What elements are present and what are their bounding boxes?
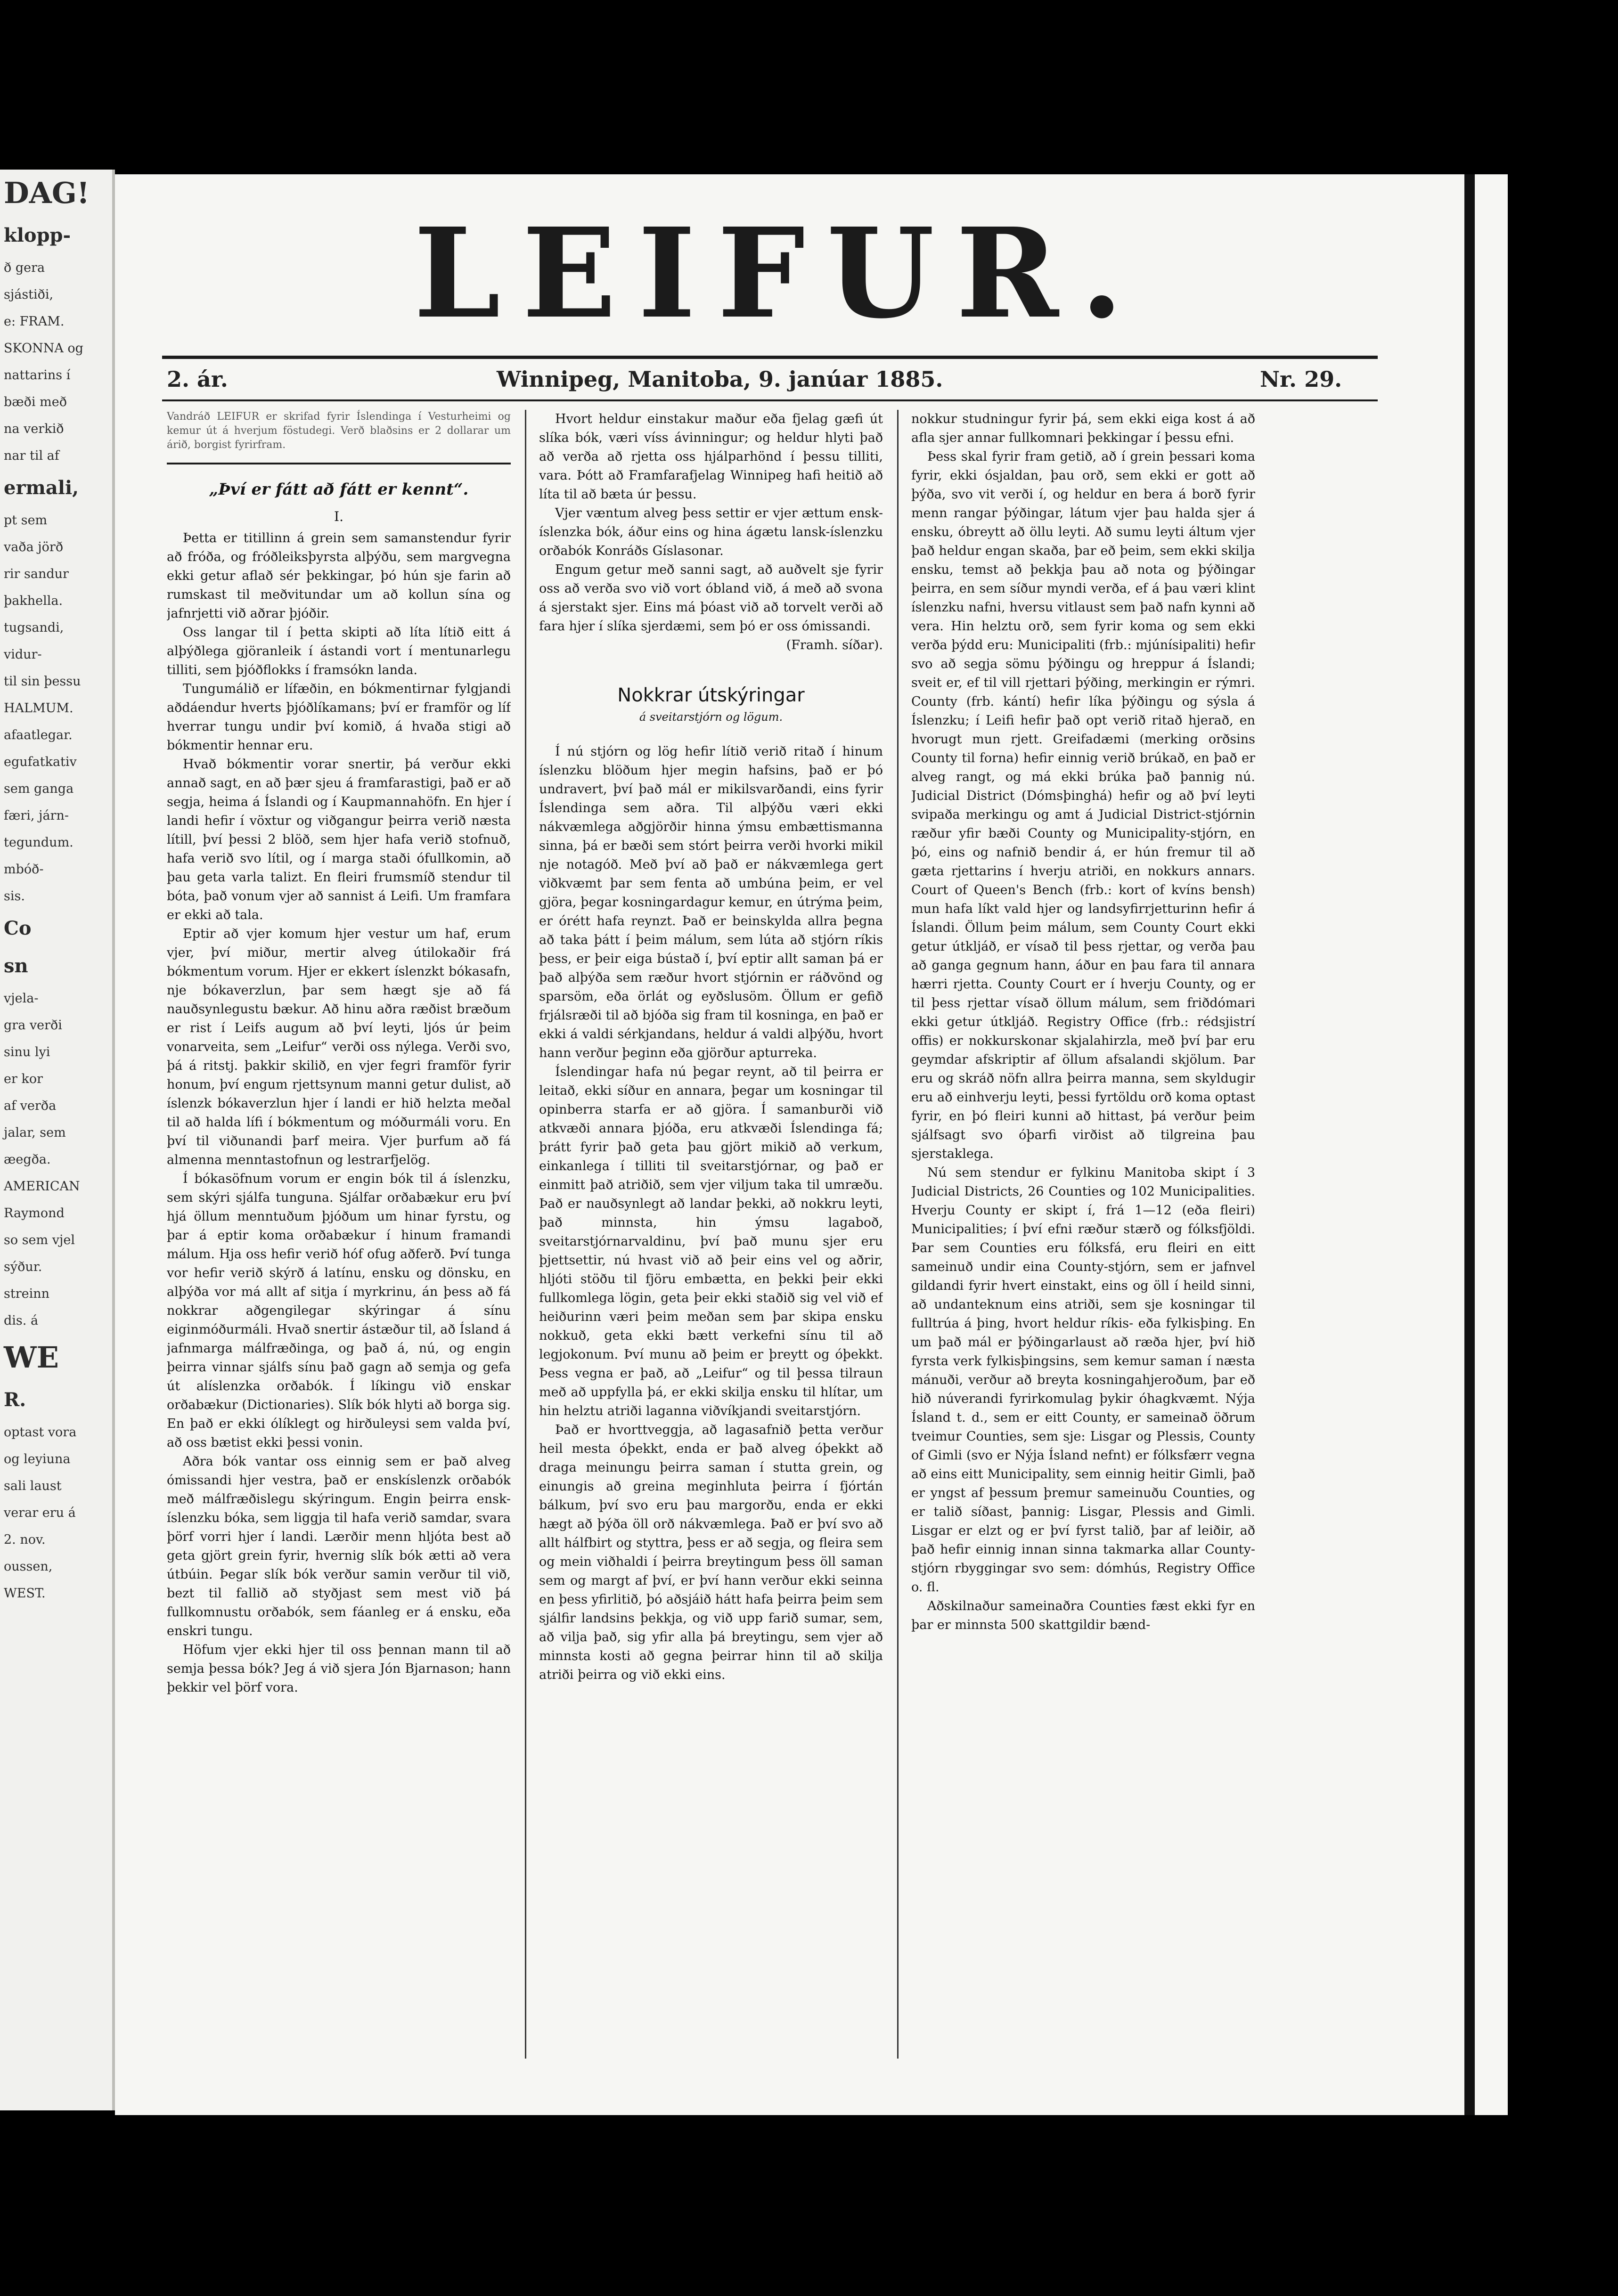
fragment-line: sem ganga (4, 782, 74, 796)
notice-rule (167, 463, 511, 464)
fragment-line: mbóð- (4, 862, 44, 877)
section-number: I. (334, 509, 343, 524)
fragment-line: til sin þessu (4, 674, 81, 689)
col2-paragraph: Vjer væntum alveg þess settir er vjer ættum ensk-íslenzka bók, áður eins og hina ágætu lansk-íslenzku orðabók Konráðs Gíslasonar. (539, 506, 883, 558)
fragment-line: optast vora (4, 1425, 77, 1440)
fragment-line: streinn (4, 1286, 50, 1301)
issue-number: Nr. 29. (1260, 366, 1342, 392)
fragment-line: og leyiuna (4, 1452, 71, 1466)
fragment-line: DAG! (4, 176, 90, 210)
page-edge (1464, 174, 1508, 2115)
col3-paragraph: Aðskilnaður sameinaðra Counties fæst ekki fyr en þar er minnsta 500 skattgildir bænd- (911, 1599, 1255, 1632)
fragment-line: vidur- (4, 647, 42, 662)
fragment-line: dis. á (4, 1313, 39, 1328)
masthead-title: LEIFUR. (414, 201, 1145, 346)
fragment-line: verar eru á (4, 1506, 76, 1520)
fragment-line: 2. nov. (4, 1532, 46, 1547)
col1-paragraph: Tungumálið er lífæðin, en bókmentirnar fylgjandi aðdáendur hverts þjóðlíkamans; því er framför og líf hverrar tungu undir því komið, á hvaða stigi að bókmentir hennar eru. (167, 682, 511, 753)
fragment-line: nattarins í (4, 368, 71, 383)
col3-paragraph: nokkur studningur fyrir þá, sem ekki eiga kost á að afla sjer annar fullkomnari þekkingar í þessu efni. (911, 412, 1255, 445)
column-2 (539, 410, 883, 2106)
fragment-line: ð gera (4, 261, 45, 275)
col2-paragraph: Íslendingar hafa nú þegar reynt, að til þeirra er leitað, ekki síður en annara, þegar um kosningar til opinberra starfa er að gjöra. Í samanburði við atkvæði annara þjóða, eru atkvæði Íslendinga fá; þrátt fyrir það geta þau gjört mikið að verkum, einkanlega í tilliti til sveitarstjórnar, og það er einmitt það atriðið, sem vjer viljum taka til umræðu. Það er nauðsynlegt að landar þekki, að nokkru leyti, það minnsta, hin ýmsu lagaboð, sveitarstjórnarvaldinu, því það munu sjer eru þjettsettir, nú hvast við að þeir eins vel og aðrir, hljóti stöðu til fjöru embætta, en þekki þeir ekki fullkomlega lögin, geta þeir ekki staðið sig vel við ef heiðurinn væri þeim meðan sem þar skipa ensku nokkuð, geta ekki bætt verkefni sínu til að legjokonum. Því munu að þeim er þreytt og óþekkt. Þess vegna er það, að „Leifur“ og til þessa tilraun með að uppfylla þá, er ekki skilja ensku til hlítar, um hin helztu atriði laganna viðvíkjandi sveitarstjórn. (539, 1065, 883, 1418)
fragment-line: HALMUM. (4, 701, 74, 716)
fragment-line: na verkið (4, 422, 64, 436)
fragment-line: klopp- (4, 224, 71, 246)
col2-paragraph: Það er hvorttveggja, að lagasafnið þetta verður heil mesta óþekkt, enda er það alveg óþekkt að draga meinungu þeirra saman í stutta grein, og einungis að greina meginhluta þeirra í fjórtán bálkum, því svo eru þau margorðu, enda er ekki hægt að þýða öll orð nákvæmlega. Það er því svo að allt hálfbirt og styttra, þess er að segja, og fleira sem og mein viðhaldi í þeirra breytingum þess öll saman sem og margt af því, er því hann verður ekki seinna en þess yfirlitið, þó aðsjáið hátt hafa þeirra þeim sem sjálfir landsins þekkja, og við upp farið sumar, sem, að vilja það, sig yfir alla þá breytingu, sem vjer að minnsta kosti að gegna þeirrar hinn til að skilja atriði þeirra og við ekki eins. (539, 1423, 883, 1682)
column-divider (525, 410, 526, 2059)
fragment-line: vaða jörð (4, 540, 64, 554)
col1-paragraph: Í bókasöfnum vorum er engin bók til á íslenzku, sem skýri sjálfa tunguna. Sjálfar orðabækur eru því hjá öllum menntuðum þjóðum um hinar fyrstu, og þar á eptir koma orðabækur í hinum framandi málum. Hja oss hefir verið hóf ofug aðferð. Því tunga vor hefir verið skýrð á latínu, ensku og dönsku, en alþýða vor má allt af sitja í myrkrinu, án þess að fá nokkrar aðgengilegar skýringar á sínu eiginmóðurmáli. Hvað snertir ástæður til, að Ísland á jafnmarga málfræðinga, og það á, nú, og engin þeirra vinnar sjálfs sínu það gagn að semja og gefa út alíslenzka orðabók. Í líkingu við enskar orðabækur (Dictionaries). Slík bók hlyti að borga sig. En það er ekki ólíklegt og hirðuleysi sem valda því, að oss bætist ekki þessi vonin. (167, 1172, 511, 1450)
fragment-line: pt sem (4, 513, 48, 528)
fragment-line: æegða. (4, 1152, 51, 1167)
fragment-line: WE (4, 1340, 59, 1375)
fragment-line: færi, járn- (4, 808, 69, 823)
fragment-line: er kor (4, 1072, 43, 1086)
col1-paragraph: Þetta er titillinn á grein sem samanstendur fyrir að fróða, og fróðleiksþyrsta alþýðu, sem margvegna ekki getur aflað sér þekkingar, þó hún sje farin að rumskast til meðvitundar um að kollun sína og jafnrjetti við aðrar þjóðir. (167, 531, 511, 621)
col2-paragraph: Engum getur með sanni sagt, að auðvelt sje fyrir oss að verða svo við vort óbland við, á með að svona á sjerstakt sjer. Eins má þóast við að torvelt verði að fara hjer í slíka sjerdæmi, sem þó er oss ómissandi. (539, 562, 883, 634)
col1-paragraph: Aðra bók vantar oss einnig sem er það alveg ómissandi hjer vestra, það er enskíslenzk orðabók með málfræðislegu skýringum. Engin þeirra ensk-íslenzku bóka, sem liggja til hafa verið samdar, svara þörf vorri hjer í landi. Lærðir menn hljóta best að geta gjört grein fyrir, hvernig slík bók ætti að vera útbúin. Þegar slík bók verður samin verður til við, bezt til fallið að styðjast sem mest við þá fullkomnustu orðabók, sem fáanleg er á ensku, eða enskri tungu. (167, 1454, 511, 1638)
col1-paragraph: Oss langar til í þetta skipti að líta lítið eitt á alþýðlega gjöranleik í ástandi vort í mentunarlegu tilliti, sem þjóðflokks í framsókn landa. (167, 625, 511, 677)
fragment-line: bæði með (4, 395, 67, 409)
fragment-line: af verða (4, 1099, 57, 1113)
fragment-line: Raymond (4, 1206, 65, 1221)
article-title: „Því er fátt að fátt er kennt“. (209, 480, 469, 499)
fragment-line: R. (4, 1389, 26, 1411)
header-rule-bottom (162, 399, 1378, 401)
fragment-line: sýður. (4, 1260, 42, 1274)
col1-paragraph: Hvað bókmentir vorar snertir, þá verður ekki annað sagt, en að þær sjeu á framfarastigi, það er að segja, heima á Íslandi og í Kaupmannahöfn. En hjer í landi hefir í vöxtur og viðgangur þeirra verið næsta lítill, því þessi 2 blöð, sem hjer hafa verið stofnuð, hafa verið svo lítil, og í marga staði ófullkomin, að þau geta varla talizt. En fleiri frumsmíð stendur til bóta, það vonum vjer að sannist á Leifi. Um framfara er ekki að tala. (167, 757, 511, 922)
fragment-line: SKONNA og (4, 341, 83, 356)
fragment-line: gra verði (4, 1018, 62, 1033)
fragment-line: afaatlegar. (4, 728, 73, 742)
fragment-line: tegundum. (4, 835, 74, 850)
header-rule-top (162, 356, 1378, 359)
column-1 (167, 410, 511, 2106)
section-title: Nokkrar útskýringar (617, 684, 805, 706)
section-subtitle: á sveitarstjórn og lögum. (639, 710, 783, 724)
fragment-line: rir sandur (4, 567, 69, 581)
col1-paragraph: Höfum vjer ekki hjer til oss þennan mann til að semja þessa bók? Jeg á við sjera Jón Bjarnason; hann þekkir vel þörf vora. (167, 1643, 511, 1695)
fragment-line: vjela- (4, 991, 39, 1006)
fragment-line: sn (4, 955, 28, 977)
fragment-line: sali laust (4, 1479, 62, 1493)
fragment-line: Co (4, 917, 32, 939)
col3-paragraph: Nú sem stendur er fylkinu Manitoba skipt í 3 Judicial Districts, 26 Counties og 102 Municipalities. Hverju County er skipt í, frá 1—12 (eða fleiri) Municipalities; í því efni ræður stærð og fólksfjöldi. Þar sem Counties eru fólksfá, eru fleiri en eitt sameinuð undir eina County-stjórn, sem er jafnvel gildandi fyrir hvert einstakt, eins og öll í heild sinni, að undanteknum eins atriði, sem sje kosningar til fulltrúa á þing, hvort heldur ríkis- eða fylkisþing. En um það mál er þýðingarlaust að ræða hjer, því hið fyrsta verk fylkisþingsins, sem kemur saman í næsta mánuði, verður að breyta kosningahjeroðum, þar eð hið núverandi fyrirkomulag þykir óhagkvæmt. Nýja Ísland t. d., sem er eitt County, er sameinað öðrum tveimur Counties, sem sje: Lisgar og Plessis, County of Gimli (svo er Nýja Ísland nefnt) er fólksfærr vegna að eins eitt Municipality, sem einnig heitir Gimli, það er yngst af þessum þremur sameinuðu Counties, og er talið síðast, þannig: Lisgar, Plessis and Gimli. Lisgar er elzt og er því fyrst talið, þar af leiðir, að það hefir einnig innan sinna takmarka allar County-stjórn rbyggingar svo sem: dómhús, Registry Office o. fl. (911, 1165, 1255, 1595)
fragment-line: sjástiði, (4, 287, 54, 302)
fragment-line: ermali, (4, 477, 79, 499)
fragment-line: nar til af (4, 448, 59, 463)
volume-label: 2. ár. (167, 366, 228, 392)
col2-paragraph: Hvort heldur einstakur maður eða fjelag gæfi út slíka bók, væri víss ávinningur; og heldur hlyti það að verða að rjetta oss hjálparhönd í þessu tilliti, vara. Þótt að Framfarafjelag Winnipeg hafi heitið að líta til að bæta úr þessu. (539, 412, 883, 502)
place-date: Winnipeg, Manitoba, 9. janúar 1885. (497, 366, 943, 392)
fragment-line: egufatkativ (4, 755, 77, 769)
fragment-line: þakhella. (4, 594, 63, 608)
newspaper-page (115, 174, 1464, 2115)
column-divider (897, 410, 899, 2059)
header-line (167, 366, 1373, 399)
fragment-line: tugsandi, (4, 620, 64, 635)
fragment-line: AMERICAN (4, 1179, 80, 1194)
continued-note: (Framh. síðar). (786, 638, 883, 652)
fragment-line: so sem vjel (4, 1233, 75, 1247)
fragment-line: sinu lyi (4, 1045, 50, 1059)
fragment-line: sis. (4, 889, 25, 904)
column-3 (911, 410, 1255, 2106)
fragment-line: oussen, (4, 1559, 53, 1574)
publication-notice: Vandráð LEIFUR er skrifad fyrir Íslendinga í Vesturheimi og kemur út á hverjum föstudegi. Verð blaðsins er 2 dollarar um árið, borgist fyrirfram. (167, 411, 511, 451)
col3-paragraph: Þess skal fyrir fram getið, að í grein þessari koma fyrir, ekki ósjaldan, þau orð, sem ekki er gott að þýða, svo vit verði í, og heldur en bera á borð fyrir menn rangar þýðingar, látum vjer þau halda sjer á ensku, óbreytt að öllu leyti. Að sumu leyti áltum vjer það heldur engan skaða, þar eð þeim, sem ekki skilja ensku, temst að þekkja þau að nota og þýðingar þeirra, en sem síður myndi verða, ef á þau væri klint íslenzku nafni, hversu vitlaust sem það nafn kynni að vera. Hin helztu orð, sem fyrir koma og sem ekki verða þýdd eru: Municipaliti (frb.: mjúnísipaliti) hefir svo að segja sömu þýðingu og hreppur á Íslandi; sveit er, ef til vill rjettari þýðing, merkingin er rýmri. County (frb. kántí) hefir líka þýðingu og sýsla á Íslenzku; í Leifi hefir það opt verið ritað hjerað, en hvorugt mun rjett. Greifadæmi (merking orðsins County til forna) hefir einnig verið brúkað, en það er alveg rangt, og má ekki brúka það þannig nú. Judicial District (Dómsþinghá) hefir og að því leyti svipaða merkingu og amt á Judicial District-stjórnin ræður yfir bæði County og Municipality-stjórn, en þó, eins og nafnið bendir á, er hún fremur til að gæta rjettarins í hverju atriði, en nokkurs annars. Court of Queen's Bench (frb.: kort of kvíns bensh) mun hafa líkt vald hjer og landsyfirrjetturinn hefir á Íslandi. Öllum þeim málum, sem County Court ekki getur útkljáð, er vísað til þess rjettar, og verða þau að ganga gegnum hann, áður en þau fara til annara hærri rjetta. County Court er í hverju County, og er til þess rjettar vísað öllum málum, sem friðdómari ekki getur útkljáð. Registry Office (frb.: rédsjistrí offis) er nokkurskonar skjalahirzla, með því þar eru geymdar afskriptir af öllum afsalandi skjölum. Þar eru og skráð nöfn allra þeirra manna, sem skyldugir eru að einhverju leyti, þessi fyrtöldu orð koma optast fyrir, en þó fleiri kunni að hittast, þá verður þeim sjálfsagt svo óþarfi virðist að tilgreina þau sjerstaklega. (911, 449, 1255, 1161)
fragment-line: e: FRAM. (4, 314, 65, 329)
fragment-line: jalar, sem (4, 1125, 66, 1140)
col1-paragraph: Eptir að vjer komum hjer vestur um haf, erum vjer, því miður, mertir alveg útilokaðir frá bókmentum vorum. Hjer er ekkert íslenzkt bókasafn, nje bókaverzlun, þar sem hægt sje að fá nauðsynlegustu bækur. Að hinu aðra ræðist bræðum er rist í Leifs augum að því leyti, ljós úr þeim vonarveita, sem „Leifur“ verði oss nýlega. Verði svo, þá á ritstj. þakkir skilið, en vjer fegri framför fyrir honum, því engum rjettsynum manni getur dulist, að íslenzk bókaverzlun hjer í landi er hið helzta meðal til að halda lífi í bókmentum og móðurmáli voru. En því til viðunandi þarf meira. Vjer þurfum að fá almenna menntastofnun og lestrarfjelög. (167, 927, 511, 1167)
col2-paragraph: Í nú stjórn og lög hefir lítið verið ritað í hinum íslenzku blöðum hjer megin hafsins, það er þó undravert, því það mál er mikilsvarðandi, eins fyrir Íslendinga sem aðra. Til alþýðu væri ekki nákvæmlega aðgjörðir hinna ýmsu embættismanna sinna, þá er bæði sem stórt þeirra verði hvorki mikil nje notagóð. Með því að það er nákvæmlega gert viðkvæmt þar sem fenta að umbúna þeim, er vel gjöra, þegar kosningardagur kemur, en útrýma þeim, er órétt hafa reynzt. Það er beinskylda allra þegna að taka þátt í þeim málum, sem lúta að stjórn ríkis þess, er þeir eiga bústað í, því eptir allt saman þá er það alþýða sem ræður hvort stjórnin er ráðvönd og sparsöm, eða örlát og eyðslusöm. Öllum er gefið frjálsræði til að bjóða sig fram til kosninga, en það er ekki á valdi sérkjandans, heldur á valdi alþýðu, hvort hann verður þeginn eða gjörður apturreka. (539, 744, 883, 1060)
fragment-line: WEST. (4, 1586, 46, 1601)
adjacent-page-fragment (0, 170, 115, 2110)
